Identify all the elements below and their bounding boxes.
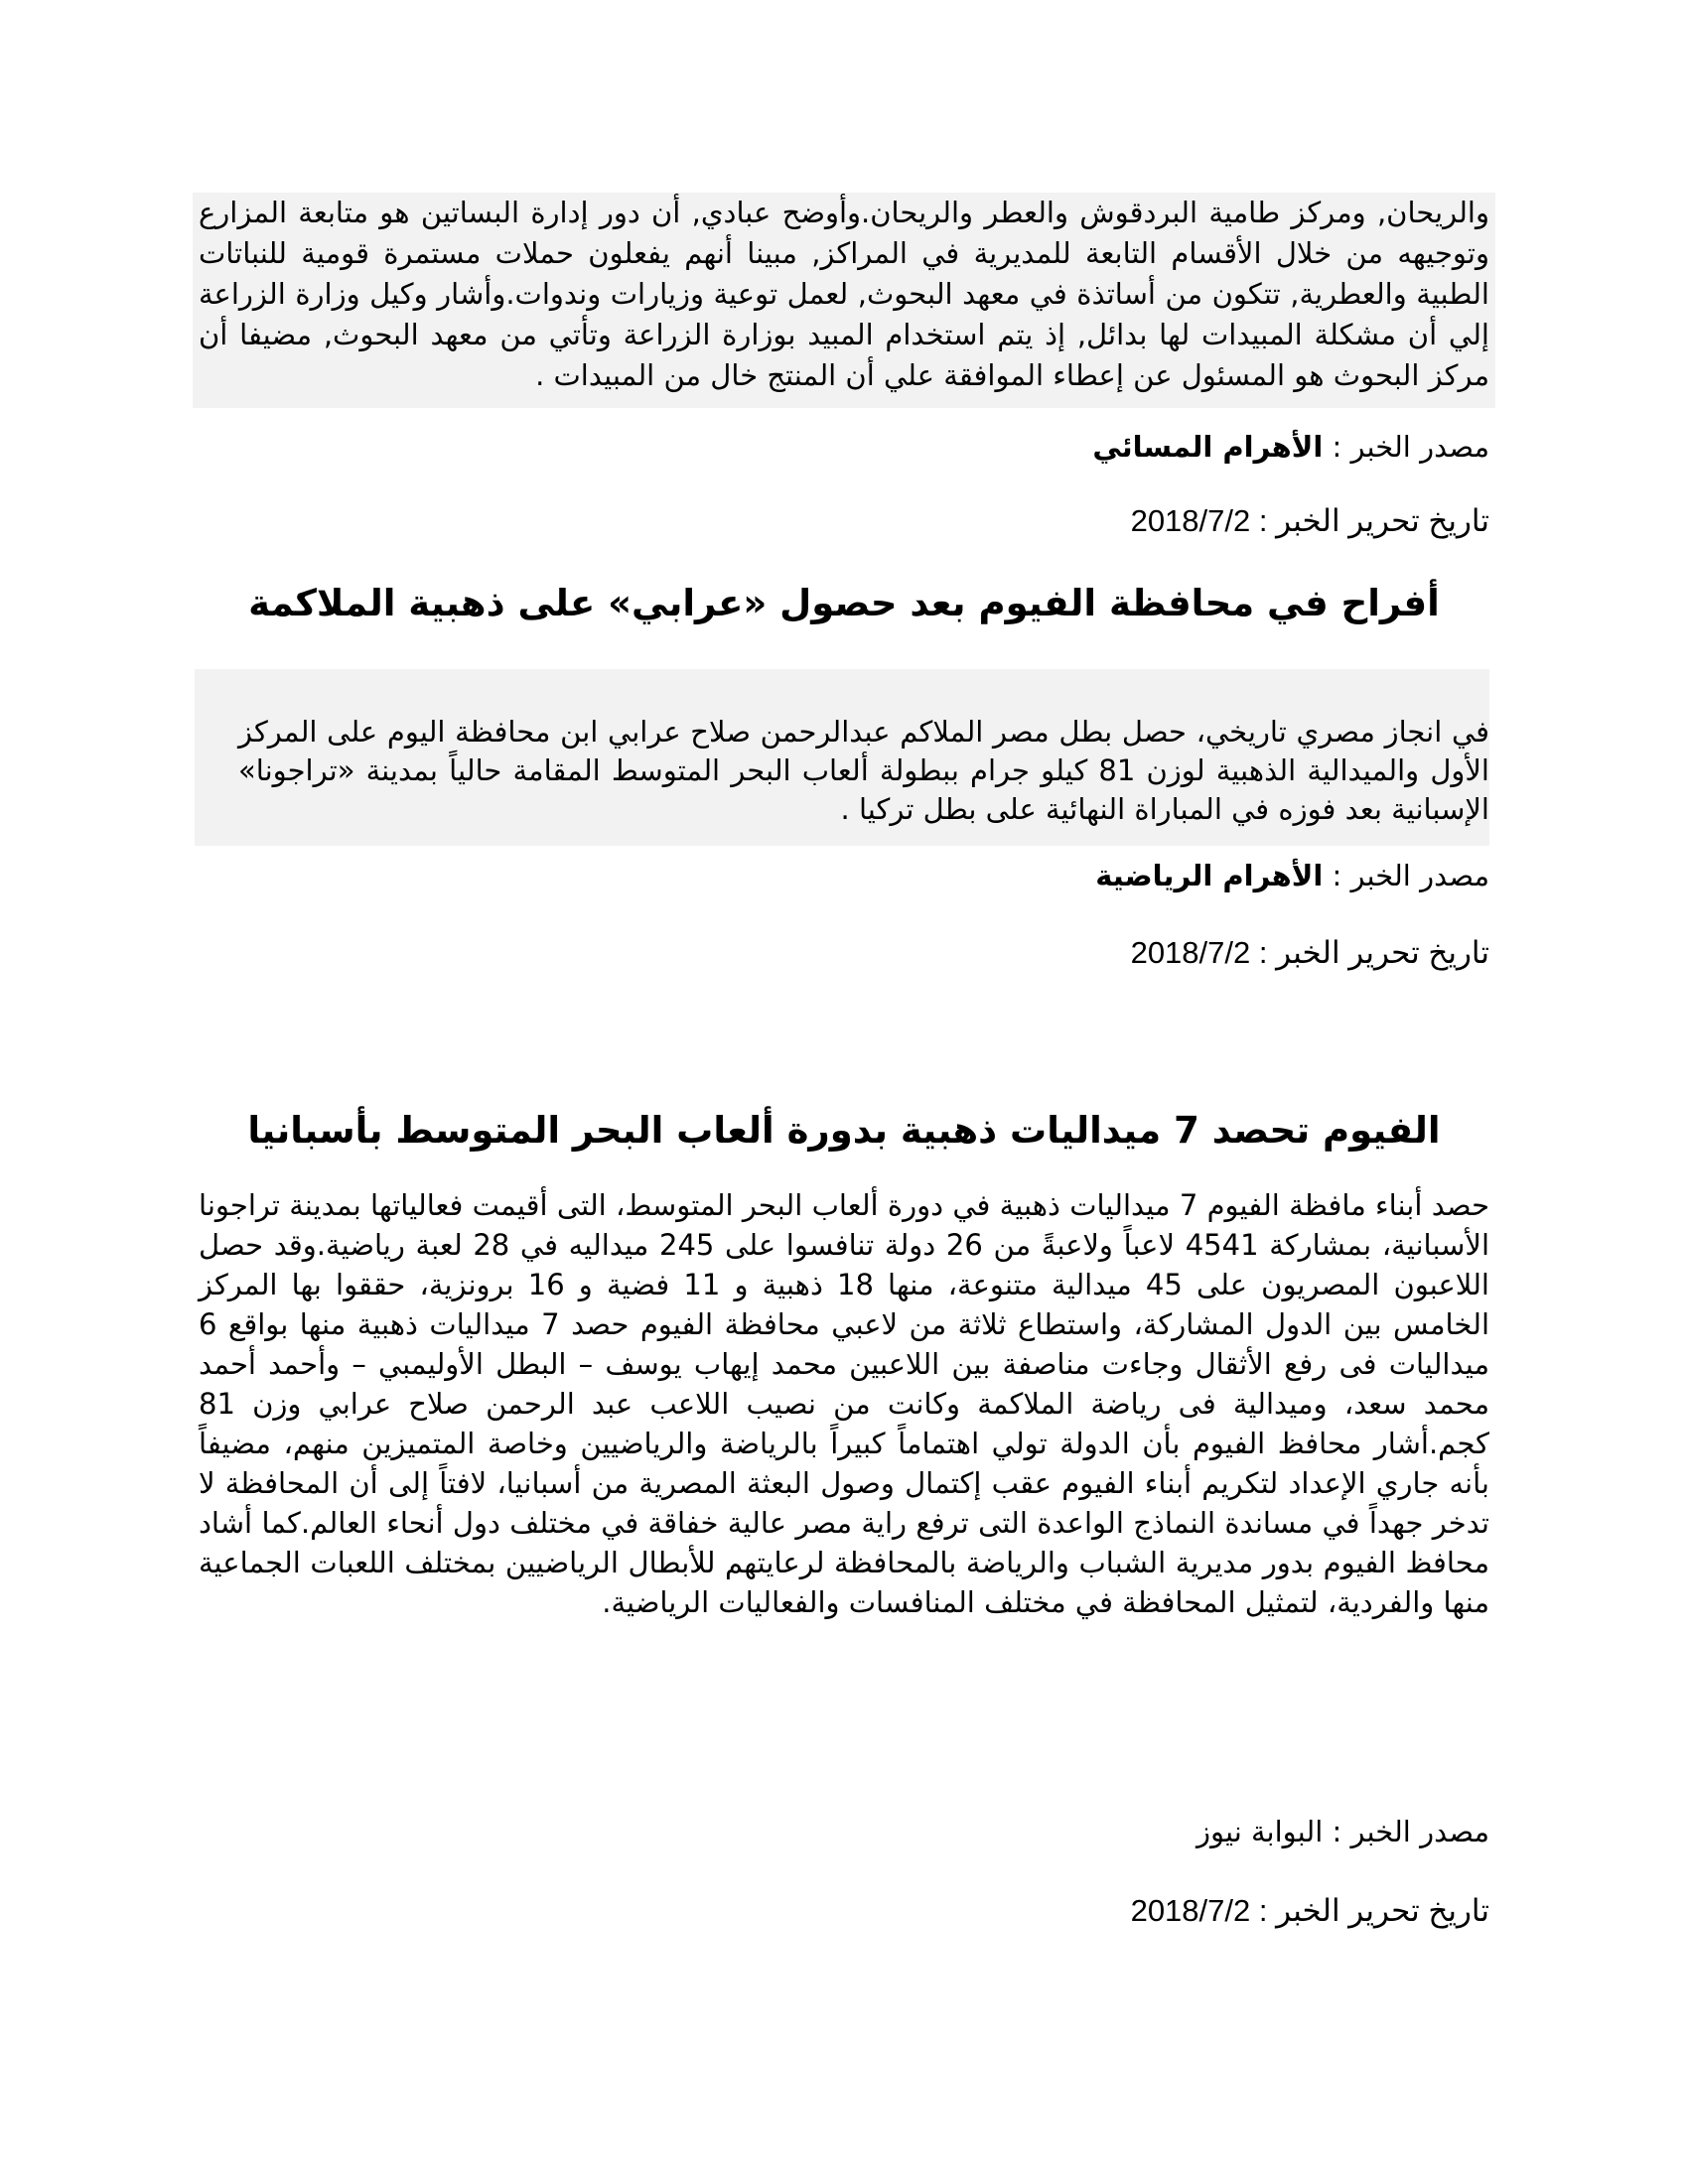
article-1-source — [1092, 427, 1489, 467]
article-3-body: حصد أبناء مافظة الفيوم 7 ميداليات ذهبية في دورة ألعاب البحر المتوسط، التى أقيمت فعالياتها بمدينة تراجونا الأسبانية، بمشاركة 4541 لاعباً ولاعبةً من 26 دولة تنافسوا على 245 ميداليه في 28 لعبة رياضية.وقد حصل اللاعبون المصريون على 45 ميدالية متنوعة، منها 18 ذهبية و 11 فضية و 16 برونزية، حققوا بها المركز الخامس بين الدول المشاركة، واستطاع ثلاثة من لاعبي محافظة الفيوم حصد 7 ميداليات ذهبية منها بواقع 6 ميداليات فى رفع الأثقال وجاءت مناصفة بين اللاعبين محمد إيهاب يوسف – البطل الأوليمبي – وأحمد أحمد محمد سعد، وميدالية فى رياضة الملاكمة وكانت من نصيب اللاعب عبد الرحمن صلاح عرابي وزن 81 كجم.أشار محافظ الفيوم بأن الدولة تولي اهتماماً كبيراً بالرياضة والرياضيين وخاصة المتميزين منهم، مضيفاً بأنه جاري الإعداد لتكريم أبناء الفيوم عقب إكتمال وصول البعثة المصرية من أسبانيا، لافتاً إلى أن المحافظة لا تدخر جهداً في مساندة النماذج الواعدة التى ترفع راية مصر عالية خفاقة في مختلف دول أنحاء العالم.كما أشاد محافظ الفيوم بدور مديرية الشباب والرياضة بالمحافظة لرعايتهم للأبطال الرياضيين بمختلف اللعبات الجماعية منها والفردية، لتمثيل المحافظة في مختلف المنافسات والفعاليات الرياضية. — [199, 1188, 1489, 1619]
article-2-body: في انجاز مصري تاريخي، حصل بطل مصر الملاكم عبدالرحمن صلاح عرابي ابن محافظة اليوم على المركز الأول والميدالية الذهبية لوزن 81 كيلو جرام ببطولة ألعاب البحر المتوسط المقامة حالياً بمدينة «تراجونا» الإسبانية بعد فوزه في المباراة النهائية على بطل تركيا . — [238, 715, 1489, 826]
article-3-date — [1131, 1891, 1489, 1931]
article-3-headline: الفيوم تحصد 7 ميداليات ذهبية بدورة ألعاب البحر المتوسط بأسبانيا — [247, 1109, 1441, 1152]
date-label: تاريخ تحرير الخبر : — [1250, 503, 1489, 538]
source-name: الأهرام الرياضية — [1095, 859, 1324, 892]
article-1-date — [1131, 501, 1489, 541]
date-value: 2018/7/2 — [1130, 1893, 1251, 1928]
article-2-headline: أفراح في محافظة الفيوم بعد حصول «عرابي» على ذهبية الملاكمة — [248, 582, 1440, 624]
date-label: تاريخ تحرير الخبر : — [1250, 935, 1489, 970]
source-name: الأهرام المسائي — [1092, 430, 1324, 464]
article-3-source — [1196, 1812, 1489, 1851]
article-2-date — [1131, 933, 1489, 973]
article-2-source — [1095, 856, 1489, 895]
source-label: مصدر الخبر : — [1323, 859, 1489, 892]
date-value: 2018/7/2 — [1130, 503, 1251, 538]
source-name: البوابة نيوز — [1196, 1815, 1324, 1848]
article-1-body: والريحان, ومركز طامية البردقوش والعطر والريحان.وأوضح عبادي, أن دور إدارة البساتين هو متابعة المزارع وتوجيهه من خلال الأقسام التابعة للمديرية في المراكز, مبينا أنهم يفعلون حملات مستمرة قومية للنباتات الطبية والعطرية, تتكون من أساتذة في معهد البحوث, لعمل توعية وزيارات وندوات.وأشار وكيل وزارة الزراعة إلي أن مشكلة المبيدات لها بدائل, إذ يتم استخدام المبيد بوزارة الزراعة وتأتي من معهد البحوث, مضيفا أن مركز البحوث هو المسئول عن إعطاء الموافقة علي أن المنتج خال من المبيدات . — [193, 193, 1495, 408]
date-label: تاريخ تحرير الخبر : — [1250, 1893, 1489, 1928]
source-label: مصدر الخبر : — [1323, 430, 1489, 464]
date-value: 2018/7/2 — [1130, 935, 1251, 970]
source-label: مصدر الخبر : — [1323, 1815, 1489, 1848]
